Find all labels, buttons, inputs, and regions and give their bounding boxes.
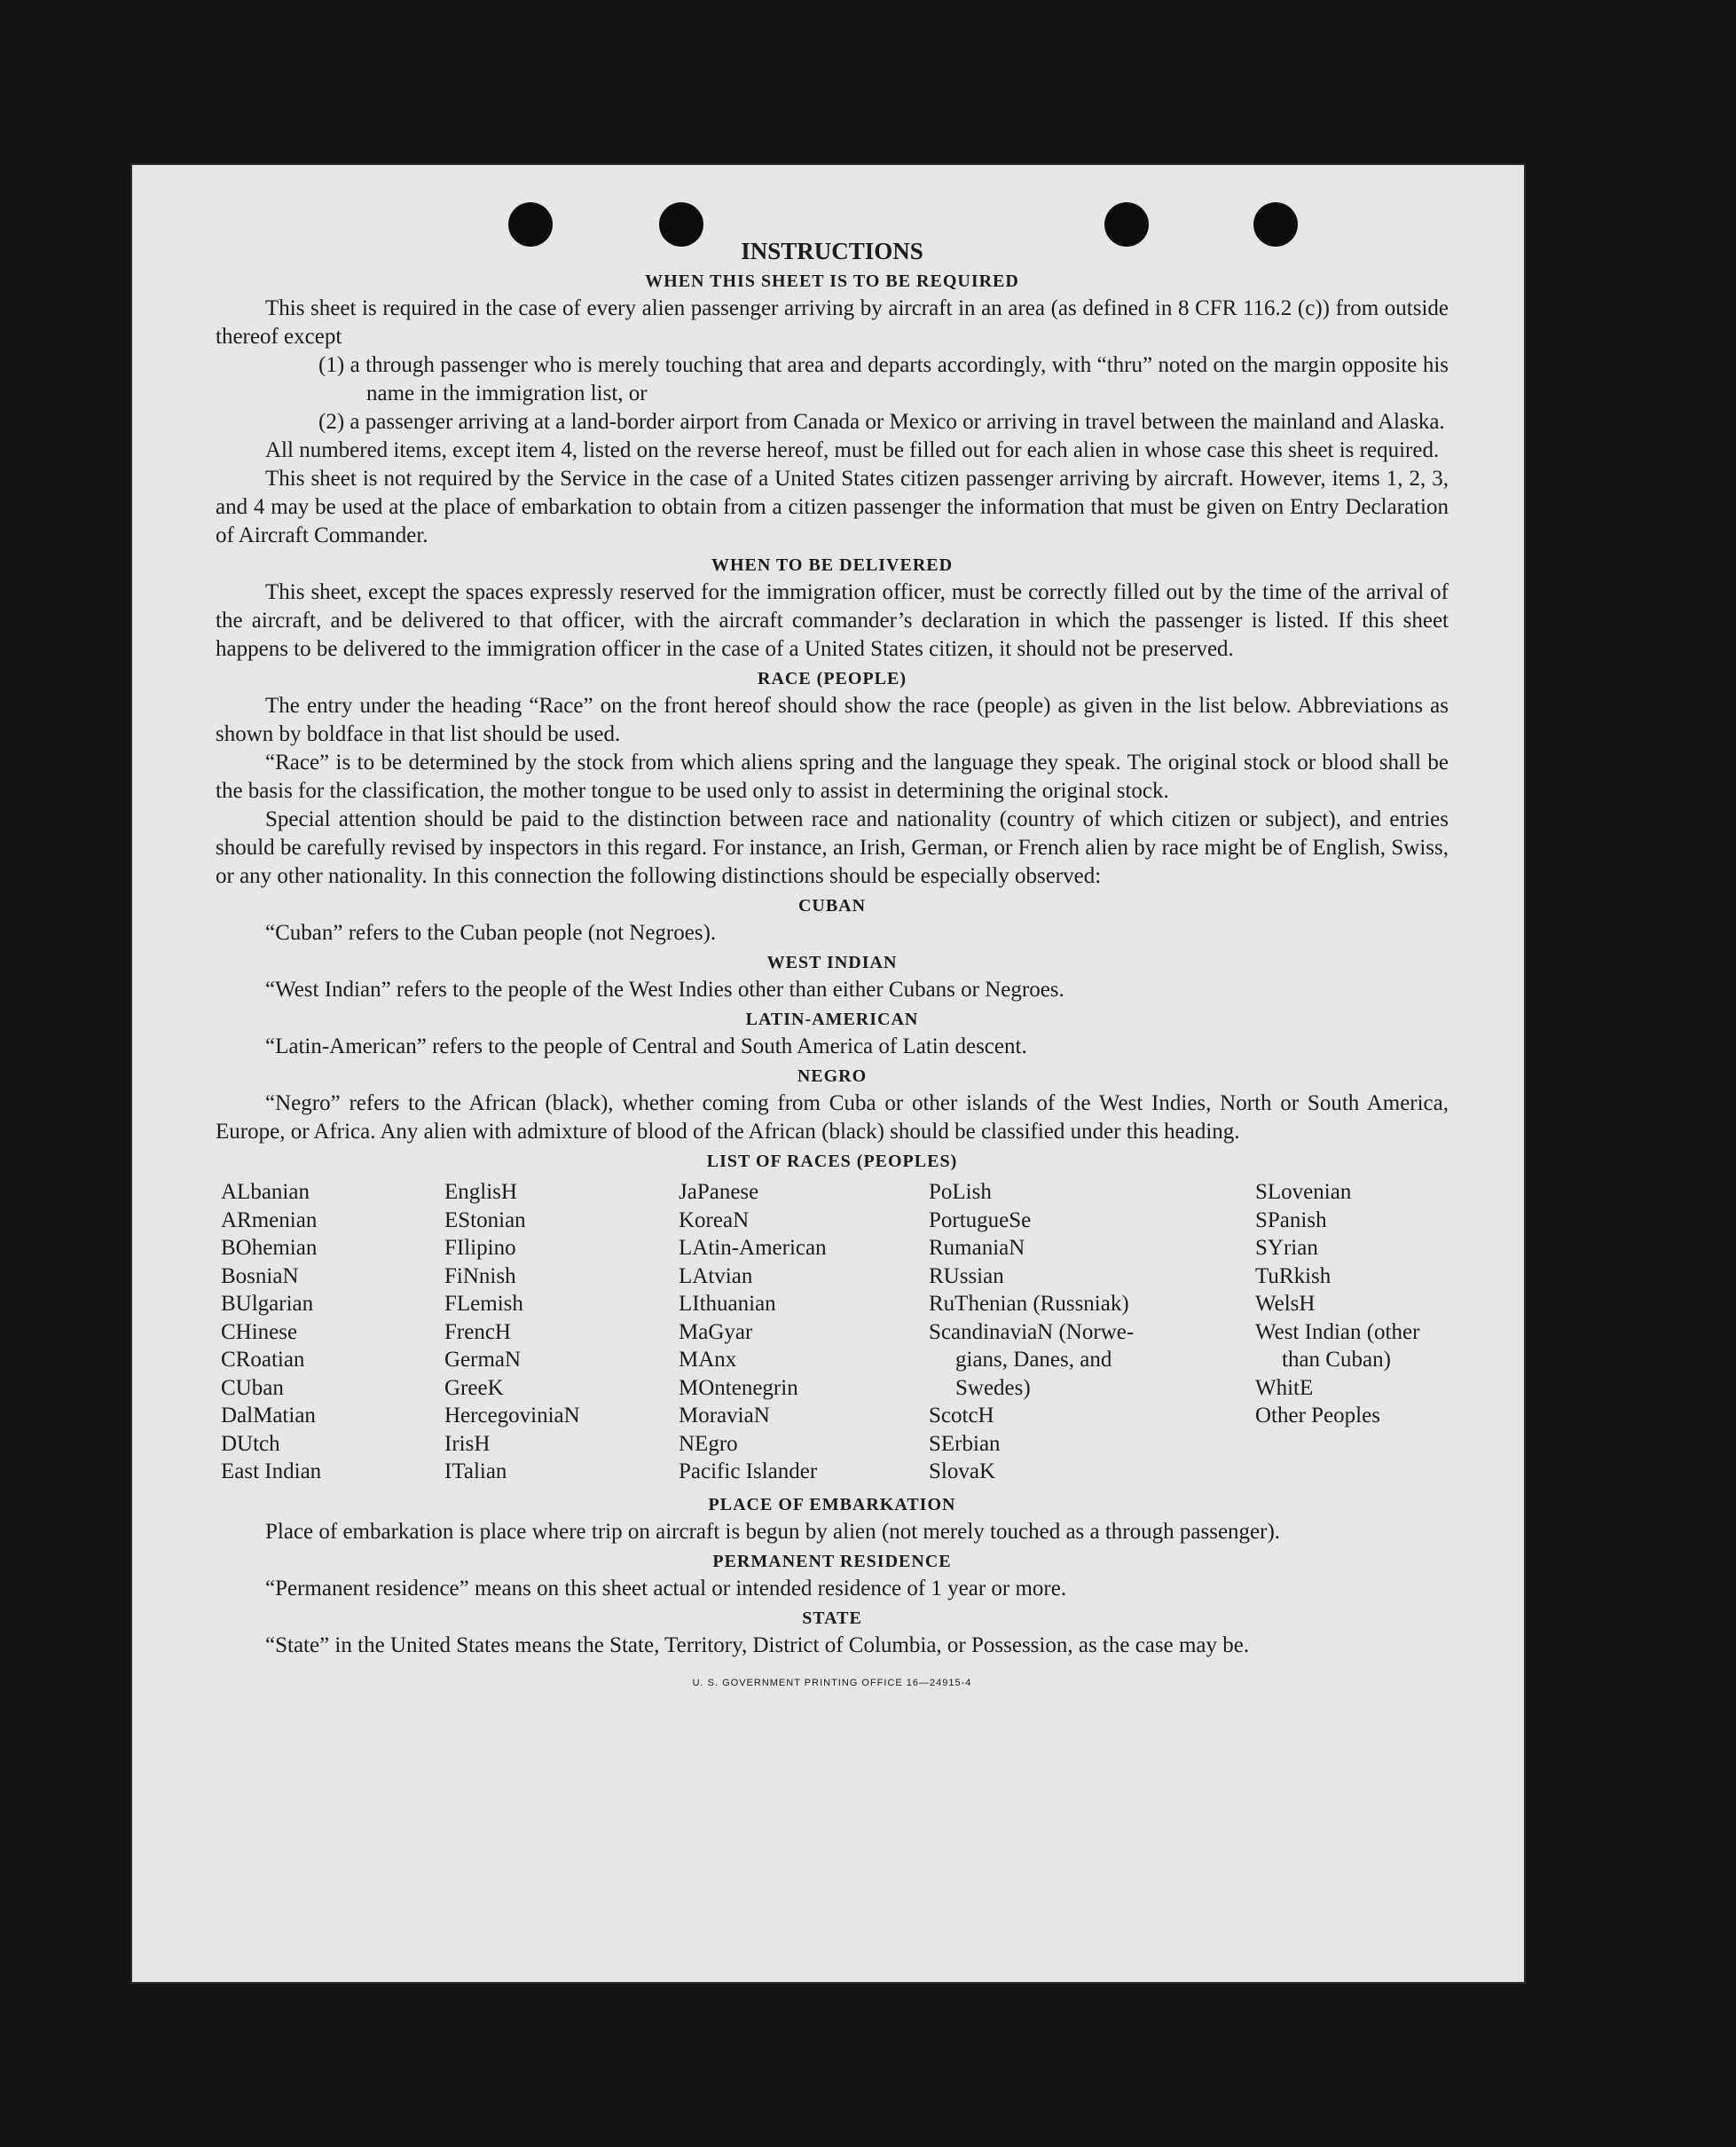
race-item: ITalian: [444, 1459, 507, 1483]
race-item: FIlipino: [444, 1236, 516, 1260]
race-item: Other Peoples: [1255, 1404, 1380, 1427]
paragraph: “State” in the United States means the State, Territory, District of Columbia, or Possession, as the case may be.: [265, 1632, 1250, 1657]
race-item: Pacific Islander: [679, 1459, 818, 1483]
heading-embarkation: PLACE OF EMBARKATION: [708, 1494, 956, 1514]
race-item: HercegoviniaN: [444, 1404, 580, 1427]
races-list: [221, 1178, 1449, 1486]
race-item: WelsH: [1255, 1292, 1316, 1316]
race-item: DUtch: [221, 1431, 280, 1456]
heading-state: STATE: [802, 1608, 862, 1628]
race-item: CUban: [221, 1375, 284, 1400]
heading-when-required: WHEN THIS SHEET IS TO BE REQUIRED: [645, 271, 1019, 291]
race-item: ALbanian: [221, 1180, 310, 1204]
race-item: SYrian: [1255, 1236, 1318, 1260]
race-item: West Indian (other: [1255, 1319, 1420, 1344]
race-item: CRoatian: [221, 1348, 305, 1372]
race-item: NEgro: [679, 1431, 738, 1456]
race-item: LIthuanian: [679, 1292, 776, 1316]
race-item: SLovenian: [1255, 1180, 1352, 1204]
race-item: CHinese: [221, 1319, 298, 1344]
paragraph: “West Indian” refers to the people of the West Indies other than either Cubans or Negroes.: [265, 978, 1064, 1002]
race-item: JaPanese: [679, 1180, 759, 1204]
race-item: RUssian: [929, 1263, 1004, 1288]
paragraph: All numbered items, except item 4, listed on the reverse hereof, must be filled out for each alien in whose case this sheet is required.: [265, 438, 1440, 462]
races-column: [221, 1178, 444, 1486]
heading-west-indian: WEST INDIAN: [766, 953, 898, 972]
race-item: FiNnish: [444, 1263, 516, 1288]
heading-latin-american: LATIN-AMERICAN: [745, 1010, 919, 1029]
race-item: SErbian: [929, 1431, 1001, 1456]
race-item: SPanish: [1255, 1207, 1327, 1232]
paragraph: “Negro” refers to the African (black), whether coming from Cuba or other islands of the West Indies, North or South America, Europe, or Africa. Any alien with admixture of blood of the African (black) should be classified under this heading.: [216, 1091, 1449, 1144]
race-item: MAnx: [679, 1348, 737, 1372]
paragraph: Special attention should be paid to the distinction between race and nationality (country of which citizen or subject), and entries should be carefully revised by inspectors in this regard. For instance, an Irish, German, or French alien by race might be of English, Swiss, or any other nationality. In this connection the following distinctions should be especially observed:: [216, 807, 1449, 888]
page-title: INSTRUCTIONS: [741, 238, 923, 264]
race-item: DalMatian: [221, 1404, 316, 1427]
race-item: gians, Danes, and: [955, 1348, 1112, 1372]
paragraph: “Race” is to be determined by the stock from which aliens spring and the language they speak. The original stock or blood shall be the basis for the classification, the mother tongue to be used only to assist in determining the original stock.: [216, 751, 1449, 803]
race-item: Swedes): [955, 1375, 1031, 1400]
race-item: WhitE: [1255, 1375, 1314, 1400]
race-item: ARmenian: [221, 1207, 318, 1232]
heading-permanent-residence: PERMANENT RESIDENCE: [712, 1551, 952, 1571]
race-item: GermaN: [444, 1348, 522, 1372]
races-column: [1255, 1178, 1454, 1486]
heading-list-of-races: LIST OF RACES (PEOPLES): [706, 1152, 958, 1171]
race-item: than Cuban): [1282, 1348, 1391, 1372]
heading-when-delivered: WHEN TO BE DELIVERED: [711, 555, 954, 575]
race-item: GreeK: [444, 1375, 504, 1400]
races-column: [929, 1178, 1255, 1486]
paragraph: “Permanent residence” means on this sheet actual or intended residence of 1 year or more.: [265, 1576, 1067, 1600]
race-item: BosniaN: [221, 1263, 299, 1288]
race-item: SlovaK: [929, 1459, 995, 1483]
race-item: BOhemian: [221, 1236, 318, 1260]
paragraph: This sheet, except the spaces expressly reserved for the immigration officer, must be correctly filled out by the time of the arrival of the aircraft, and be delivered to that officer, with the aircraft commander’s declaration in which the passenger is listed. If this sheet happens to be delivered to the immigration officer in the case of a United States citizen, it should not be preserved.: [216, 580, 1449, 661]
race-item: East Indian: [221, 1459, 322, 1483]
paragraph: “Latin-American” refers to the people of Central and South America of Latin descent.: [265, 1034, 1027, 1058]
race-item: EStonian: [444, 1207, 526, 1232]
paragraph: The entry under the heading “Race” on the front hereof should show the race (people) as given in the list below. Abbreviations as shown by boldface in that list should be used.: [216, 694, 1449, 746]
race-item: TuRkish: [1255, 1263, 1331, 1288]
race-item: LAtvian: [679, 1263, 753, 1288]
document-sheet: [130, 163, 1526, 1984]
paragraph: Place of embarkation is place where trip on aircraft is begun by alien (not merely touched as a through passenger).: [265, 1519, 1281, 1544]
race-item: EnglisH: [444, 1180, 517, 1204]
race-item: PortugueSe: [929, 1207, 1032, 1232]
races-column: [444, 1178, 679, 1486]
paragraph: This sheet is required in the case of every alien passenger arriving by aircraft in an area (as defined in 8 CFR 116.2 (c)) from outside thereof except: [216, 296, 1449, 349]
paragraph: “Cuban” refers to the Cuban people (not Negroes).: [265, 921, 717, 945]
race-item: ScandinaviaN (Norwe-: [929, 1319, 1135, 1344]
paragraph: This sheet is not required by the Service in the case of a United States citizen passenger arriving by aircraft. However, items 1, 2, 3, and 4 may be used at the place of embarkation to obtain from a citizen passenger the information that must be given on Entry Declaration of Aircraft Commander.: [216, 467, 1449, 547]
race-item: FrencH: [444, 1319, 511, 1344]
heading-negro: NEGRO: [797, 1066, 868, 1086]
race-item: BUlgarian: [221, 1292, 314, 1316]
race-item: LAtin-American: [679, 1236, 827, 1260]
race-item: FLemish: [444, 1292, 523, 1316]
heading-cuban: CUBAN: [797, 896, 867, 916]
instructions-content: [216, 236, 1449, 1697]
list-item: (2) a passenger arriving at a land-border airport from Canada or Mexico or arriving in travel between the mainland and Alaska.: [318, 410, 1445, 434]
race-item: PoLish: [929, 1180, 992, 1204]
list-item: (1) a through passenger who is merely touching that area and departs accordingly, with “thru” noted on the margin opposite his name in the immigration list, or: [318, 353, 1449, 405]
heading-race: RACE (PEOPLE): [758, 669, 907, 688]
race-item: ScotcH: [929, 1404, 994, 1427]
printing-office-footer: U. S. GOVERNMENT PRINTING OFFICE 16—24915-4: [692, 1677, 972, 1688]
race-item: IrisH: [444, 1431, 491, 1456]
race-item: MaGyar: [679, 1319, 753, 1344]
race-item: MOntenegrin: [679, 1375, 798, 1400]
race-item: KoreaN: [679, 1207, 750, 1232]
race-item: MoraviaN: [679, 1404, 770, 1427]
race-item: RuThenian (Russniak): [929, 1292, 1129, 1316]
race-item: RumaniaN: [929, 1236, 1025, 1260]
races-column: [679, 1178, 929, 1486]
